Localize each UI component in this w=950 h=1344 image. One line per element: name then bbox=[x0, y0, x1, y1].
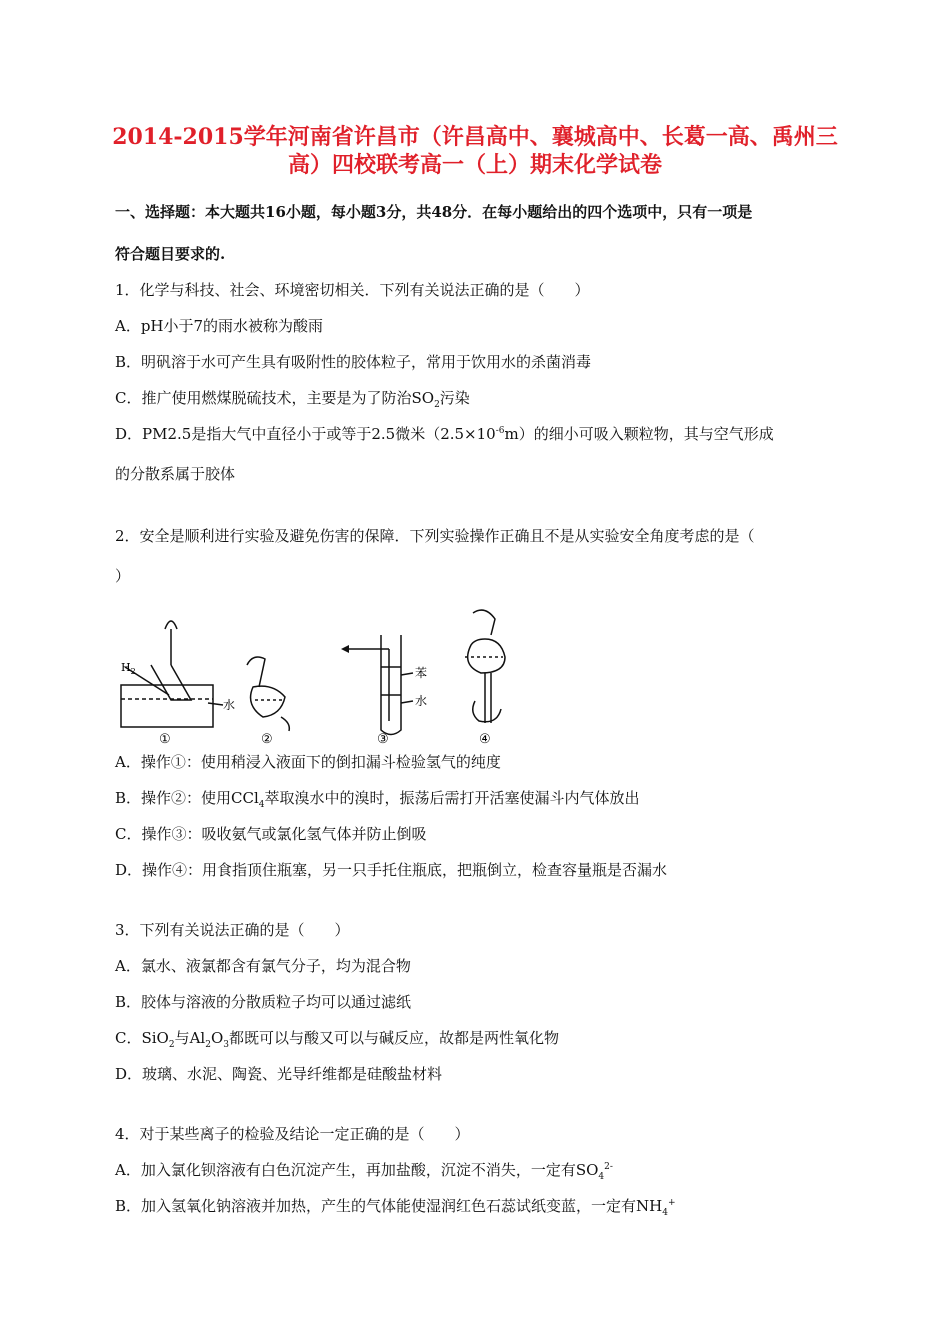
question-1-option-c: C．推广使用燃煤脱硫技术，主要是为了防治$SO_2$污染 bbox=[115, 389, 470, 410]
apparatus-number-3: ③ bbox=[377, 732, 389, 745]
question-1-option-b: B．明矾溶于水可产生具有吸附性的胶体粒子，常用于饮用水的杀菌消毒 bbox=[115, 353, 592, 371]
section-heading: 一、选择题：本大题共16小题，每小题3分，共48分．在每小题给出的四个选项中，只有一项是 bbox=[115, 203, 753, 221]
question-2-option-b: B．操作②：使用CCl$_4$萃取溴水中的溴时，振荡后需打开活塞使漏斗内气体放出 bbox=[115, 789, 640, 810]
apparatus-number-2: ② bbox=[261, 732, 273, 745]
question-1-option-d-cont: 的分散系属于胶体 bbox=[115, 465, 236, 483]
exam-title-line1: 2014-2015学年河南省许昌市（许昌高中、襄城高中、长葛一高、禹州三 bbox=[112, 124, 838, 150]
question-4-option-a: A．加入氯化钡溶液有白色沉淀产生，再加盐酸，沉淀不消失，一定有$SO_4^{2-}$ bbox=[115, 1161, 613, 1182]
question-1-option-d: D．PM2.5是指大气中直径小于或等于2.5微米$(2.5\times 10^{-6}m)$的细小可吸入颗粒物，其与空气形成 bbox=[115, 425, 774, 443]
apparatus-number-4: ④ bbox=[479, 732, 491, 745]
question-2-option-c: C．操作③：吸收氨气或氯化氢气体并防止倒吸 bbox=[115, 825, 427, 843]
water-label-3: 水 bbox=[415, 694, 428, 708]
question-2-stem: 2．安全是顺利进行实验及避免伤害的保障．下列实验操作正确且不是从实验安全角度考虑的是（ bbox=[115, 527, 755, 545]
h2-label: $H_2$ bbox=[121, 661, 136, 676]
lab-apparatus-figure bbox=[113, 605, 533, 745]
question-3-option-d: D．玻璃、水泥、陶瓷、光导纤维都是硅酸盐材料 bbox=[115, 1065, 443, 1083]
benzene-label: 苯 bbox=[415, 666, 428, 680]
question-3-option-c: C．SiO$_2$与$Al_2O_3$都既可以与酸又可以与碱反应，故都是两性氧化物 bbox=[115, 1029, 560, 1050]
question-1-option-a: A．pH小于7的雨水被称为酸雨 bbox=[115, 317, 324, 335]
apparatus-number-1: ① bbox=[159, 732, 171, 745]
question-2-stem-cont: ） bbox=[115, 567, 131, 585]
question-2-option-a: A．操作①：使用稍浸入液面下的倒扣漏斗检验氢气的纯度 bbox=[115, 753, 501, 771]
question-4-stem: 4．对于某些离子的检验及结论一定正确的是（ ） bbox=[115, 1125, 470, 1143]
water-label-1: 水 bbox=[223, 698, 236, 712]
question-2-option-d: D．操作④：用食指顶住瓶塞，另一只手托住瓶底，把瓶倒立，检查容量瓶是否漏水 bbox=[115, 861, 668, 879]
question-1-stem: 1．化学与科技、社会、环境密切相关．下列有关说法正确的是（ ） bbox=[115, 281, 590, 299]
question-3-option-a: A．氯水、液氯都含有氯气分子，均为混合物 bbox=[115, 957, 411, 975]
section-heading-cont: 符合题目要求的. bbox=[115, 245, 226, 263]
question-4-option-b: B．加入氢氧化钠溶液并加热，产生的气体能使湿润红色石蕊试纸变蓝，一定有$NH_4^+$ bbox=[115, 1197, 676, 1218]
exam-title-line2: 高）四校联考高一（上）期末化学试卷 bbox=[287, 152, 662, 178]
question-3-option-b: B．胶体与溶液的分散质粒子均可以通过滤纸 bbox=[115, 993, 412, 1011]
question-3-stem: 3．下列有关说法正确的是（ ） bbox=[115, 921, 350, 939]
